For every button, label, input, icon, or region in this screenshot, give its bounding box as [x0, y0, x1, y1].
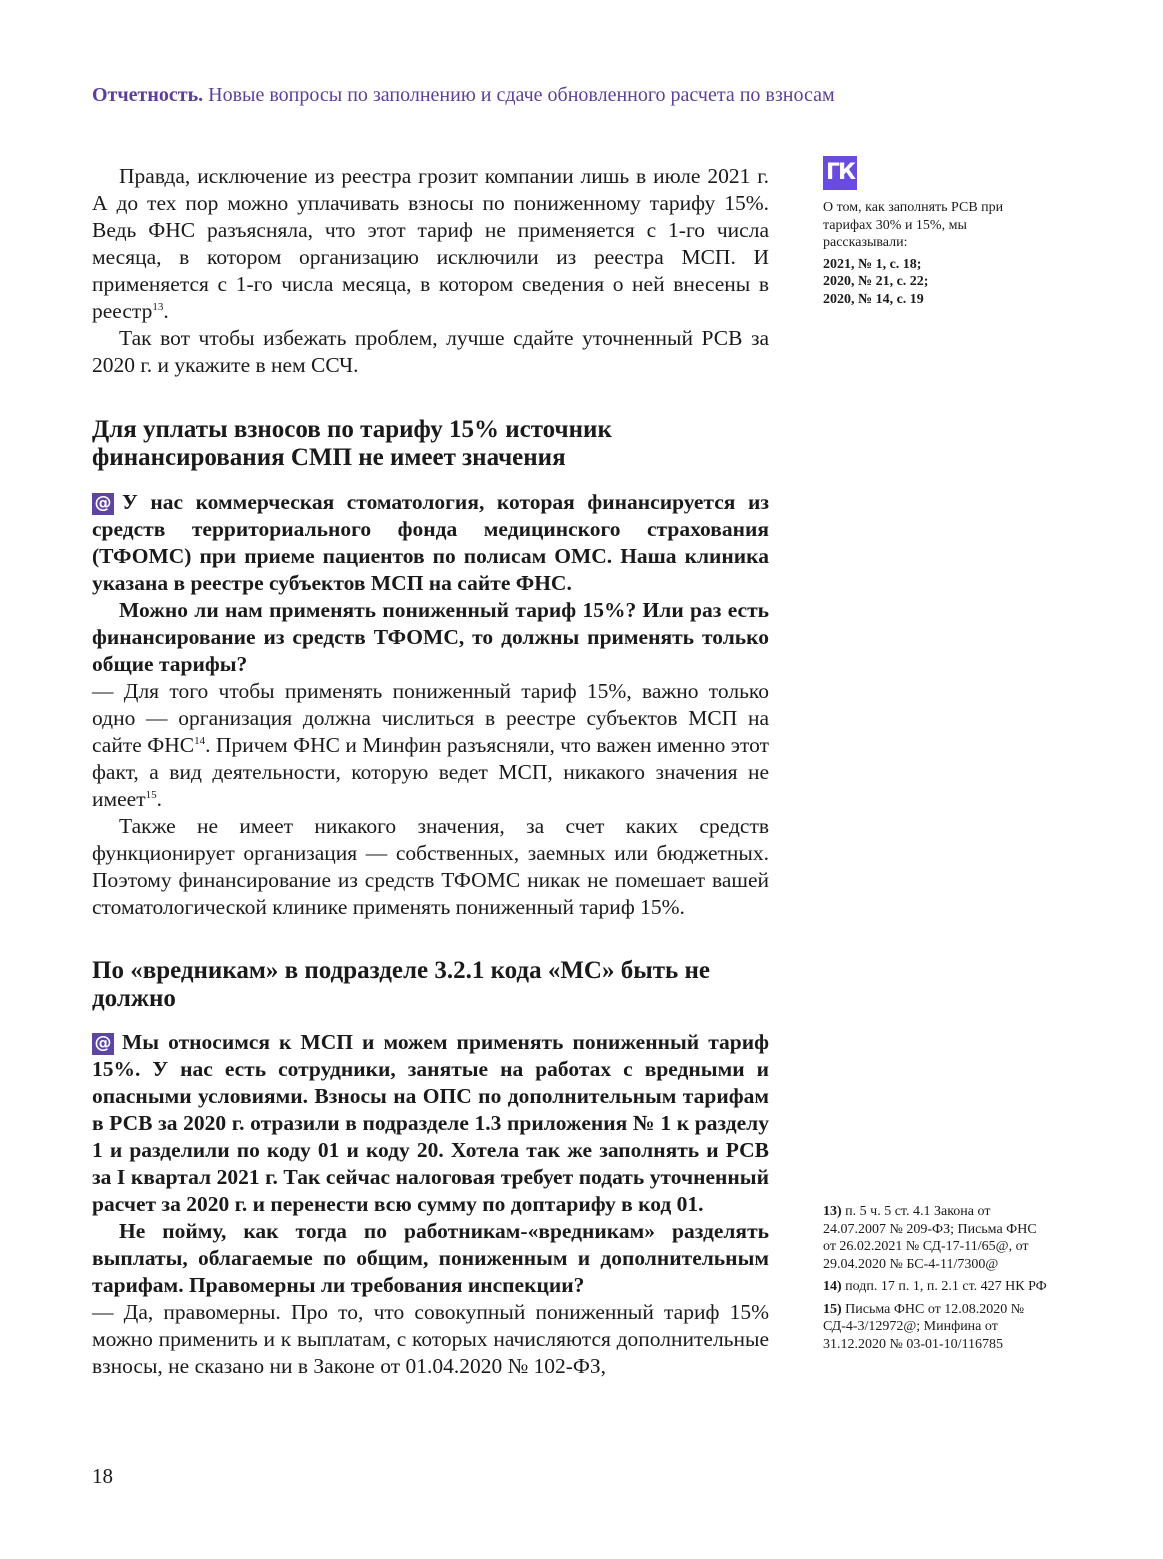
page-number: 18	[92, 1464, 113, 1488]
question	[92, 489, 769, 597]
footnote-number: 14)	[823, 1279, 842, 1294]
footnote-text: п. 5 ч. 5 ст. 4.1 Закона от 24.07.2007 № 209-ФЗ; Письма ФНС от 26.02.2021 № СД-17-11/65@, от 29.04.2020 № БС-4-11/7300@	[823, 1204, 1037, 1272]
answer	[92, 678, 769, 813]
paragraph-text: Правда, исключение из реестра грозит компании лишь в июле 2021 г. А до тех пор можно уплачивать взносы по пониженному тарифу 15%. Ведь ФНС разъясняла, что этот тариф не применяется с 1-го числа месяца, в котором организацию исключили из реестра МСП. И применяется с 1-го числа месяца, в котором сведения о ней внесены в реестр	[92, 164, 769, 323]
punct: .	[156, 787, 162, 811]
footnote-number: 15)	[823, 1301, 842, 1317]
question: Можно ли нам применять пониженный тариф 15%? Или раз есть финансирование из средств ТФОМС, то должны применять только общие тарифы?	[92, 598, 769, 676]
section-1	[92, 416, 769, 921]
question-at-icon: @	[92, 493, 114, 515]
header-title: Новые вопросы по заполнению и сдаче обновленного расчета по взносам	[208, 84, 835, 106]
sidebar-ref[interactable]: 2021, № 1, с. 18;	[823, 256, 922, 272]
answer-text: — Для того чтобы применять пониженный тариф 15%, важно только одно — организация должна числиться в реестре субъектов МСП на сайте ФНС	[92, 679, 769, 757]
footnote	[823, 1278, 1048, 1296]
question-at-icon: @	[92, 1033, 114, 1055]
question: Не пойму, как тогда по работникам-«вредникам» разделять выплаты, облагаемые по общим, пониженным и дополнительным тарифам. Правомерны ли требования инспекции?	[92, 1219, 769, 1297]
answer: — Да, правомерны. Про то, что совокупный пониженный тариф 15% можно применить и к выплатам, с которых начисляются дополнительные взносы, не сказано ни в Законе от 01.04.2020 № 102-ФЗ,	[92, 1300, 769, 1378]
footnote	[823, 1203, 1048, 1273]
footnote-ref[interactable]: 14	[194, 734, 206, 747]
footnote	[823, 1301, 1048, 1354]
footnote-ref[interactable]: 13	[152, 300, 164, 313]
footnote-ref[interactable]: 15	[145, 788, 157, 801]
sidebar-ref[interactable]: 2020, № 14, с. 19	[823, 291, 924, 307]
section-heading: По «вредникам» в подразделе 3.2.1 кода «МС» быть не должно	[92, 957, 710, 1012]
punct: .	[163, 299, 169, 323]
running-header	[92, 84, 835, 107]
section-2	[92, 957, 769, 1380]
sidebar-ref[interactable]: 2020, № 21, с. 22;	[823, 274, 929, 289]
footnote-text: подп. 17 п. 1, п. 2.1 ст. 427 НК РФ	[845, 1279, 1047, 1294]
sidebar-note-text: О том, как заполнять РСВ при тарифах 30% и 15%, мы рассказывали:	[823, 200, 1004, 250]
footnotes	[823, 1203, 1048, 1358]
question	[92, 1029, 769, 1218]
paragraph: Также не имеет никакого значения, за счет каких средств функционирует организация — собственных, заемных или бюджетных. Поэтому финансирование из средств ТФОМС никак не помешает вашей стоматологической клинике применять пониженный тариф 15%.	[92, 814, 769, 919]
answer-text: . Причем ФНС и Минфин разъясняли, что важен именно этот факт, а вид деятельности, которую ведет МСП, никакого значения не имеет	[92, 733, 769, 811]
section-name: Отчетность.	[92, 84, 204, 106]
paragraph: Так вот чтобы избежать проблем, лучше сдайте уточненный РСВ за 2020 г. и укажите в нем ССЧ.	[92, 326, 769, 377]
sidebar-note	[823, 199, 1053, 308]
footnote-number: 13)	[823, 1204, 842, 1219]
intro-text	[92, 163, 769, 379]
paragraph	[92, 163, 769, 325]
question-text: Мы относимся к МСП и можем применять пониженный тариф 15%. У нас есть сотрудники, занятые на работах с вредными и опасными условиями. Взносы на ОПС по дополнительным тарифам в РСВ за 2020 г. отразили в подразделе 1.3 приложения № 1 к разделу 1 и разделили по коду 01 и коду 20. Хотела так же заполнять и РСВ за I квартал 2021 г. Так сейчас налоговая требует подать уточненный расчет за 2020 г. и перенести всю сумму по доптарифу в код 01.	[92, 1030, 769, 1216]
footnote-text: Письма ФНС от 12.08.2020 № СД-4-3/12972@; Минфина от 31.12.2020 № 03-01-10/116785	[823, 1301, 1025, 1352]
question-text: У нас коммерческая стоматология, которая финансируется из средств территориального фонда медицинского страхования (ТФОМС) при приеме пациентов по полисам ОМС. Наша клиника указана в реестре субъектов МСП на сайте ФНС.	[92, 490, 769, 595]
section-heading: Для уплаты взносов по тарифу 15% источник финансирования СМП не имеет значения	[92, 416, 612, 471]
magazine-logo: ГК	[823, 156, 857, 190]
